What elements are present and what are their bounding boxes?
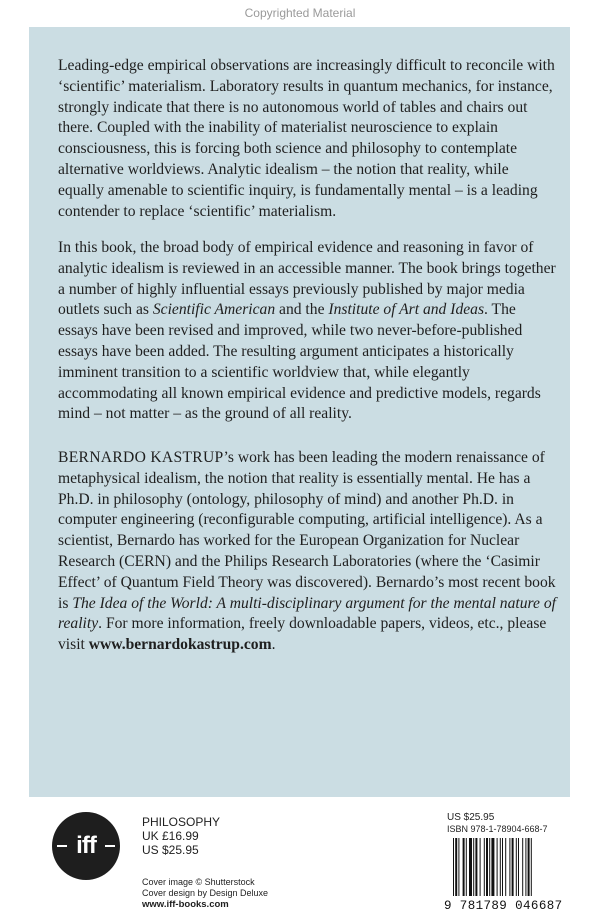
author-website[interactable]: www.bernardokastrup.com (88, 636, 272, 654)
author-bio (58, 448, 558, 656)
publication-name: Scientific American (152, 301, 276, 319)
author-name: BERNARDO KASTRUP (58, 449, 224, 466)
category-prices (142, 815, 220, 857)
barcode-price: US $25.95 (447, 812, 495, 823)
description-paragraph-2 (58, 238, 558, 425)
bio-end: . (271, 636, 276, 654)
isbn-label: ISBN 978-1-78904-668-7 (447, 824, 548, 834)
publication-name: Institute of Art and Ideas (328, 301, 485, 319)
paragraph-text-a: In this book, the broad body of empirical evidence and reasoning in favor of analytic idealism is reviewed in an accessible manner. The book brings together a number of highly influential essays previously published by major media outlets such as (58, 239, 556, 319)
paragraph-text: Leading-edge empirical observations are increasingly difficult to reconcile with ‘scientific’ materialism. Laboratory results in quantum mechanics, for instance, strongly indicate that there is no autonomous world of tables and chairs out there. Coupled with the inability of materialist neuroscience to explain consciousness, this is forcing both science and philosophy to contemplate alternative worldviews. Analytic idealism – the notion that reality, while equally amenable to scientific inquiry, is fundamentally mental – is a leading contender to replace ‘scientific’ materialism. (58, 57, 555, 220)
description-paragraph-1 (58, 56, 558, 222)
cover-image-credit: Cover image © Shutterstock (142, 877, 255, 887)
cover-credits (142, 877, 268, 910)
publisher-logo-text: iff (76, 832, 96, 859)
copyright-watermark: Copyrighted Material (244, 6, 356, 20)
barcode-image (453, 838, 565, 898)
category-label: PHILOSOPHY (142, 815, 221, 829)
paragraph-text-c: . The essays have been revised and improved, while two never-before-published essays have been added. The resulting argument anticipates a historically imminent transition to a scientific worldview that, while elegantly accommodating all known empirical evidence and predictive models, regards mind – not matter – as the ground of all reality. (58, 301, 541, 423)
bio-text-b: . For more information, freely downloadable papers, videos, etc., please visit (58, 615, 547, 654)
paragraph-text-b: and the (275, 301, 329, 319)
book-title: The Idea of the World: A multi-disciplinary argument for the mental nature of reality (58, 594, 556, 633)
publisher-website[interactable]: www.iff-books.com (142, 899, 229, 910)
barcode-digits: 9 781789 046687 (444, 899, 563, 913)
cover-design-credit: Cover design by Design Deluxe (142, 888, 269, 898)
price-us: US $25.95 (142, 843, 199, 857)
bio-text-a: ’s work has been leading the modern renaissance of metaphysical idealism, the notion that reality is essentially mental. He has a Ph.D. in philosophy (ontology, philosophy of mind) and another Ph.D. in computer engineering (reconfigurable computing, artificial intelligence). As a scientist, Bernardo has worked for the European Organization for Nuclear Research (CERN) and the Philips Research Laboratories (where the ‘Casimir Effect’ of Quantum Field Theory was discovered). Bernardo’s most recent book is (58, 449, 556, 612)
price-uk: UK £16.99 (142, 829, 199, 843)
